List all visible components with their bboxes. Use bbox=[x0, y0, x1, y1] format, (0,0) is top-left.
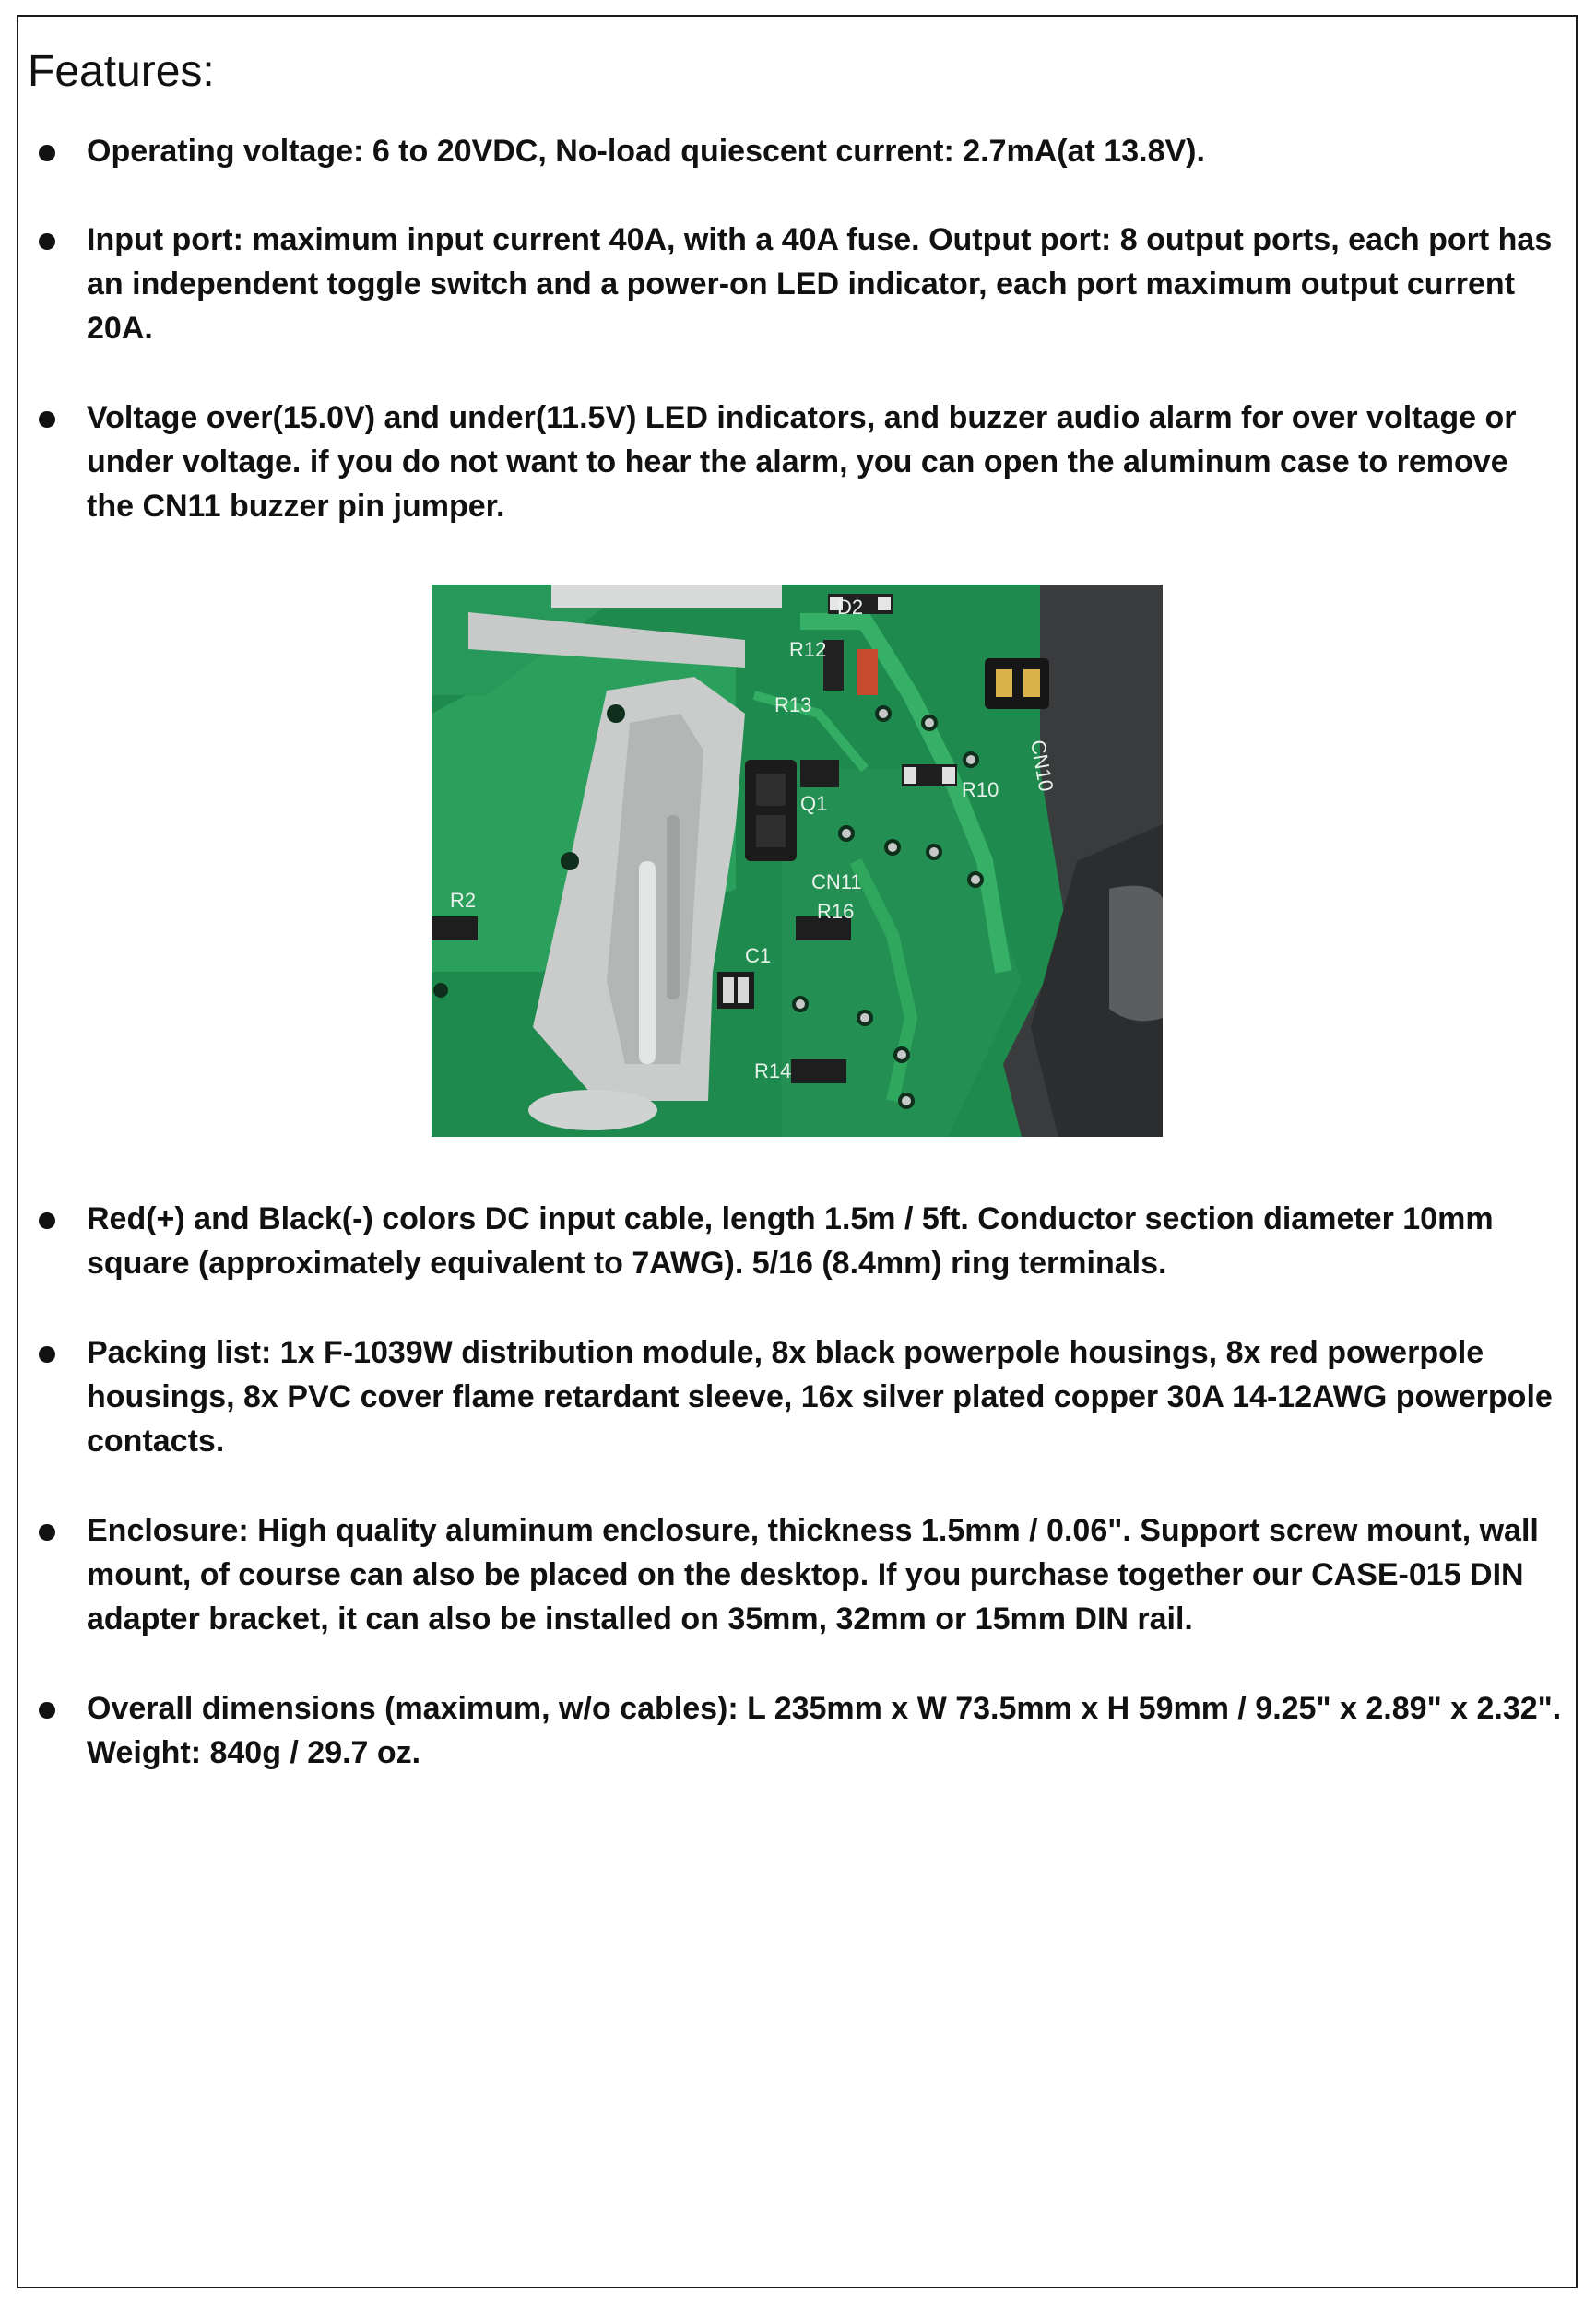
pcb-label-r12: R12 bbox=[789, 638, 827, 661]
bullet-icon bbox=[39, 145, 55, 161]
list-item bbox=[0, 129, 1596, 173]
pcb-label-r14: R14 bbox=[754, 1059, 792, 1082]
list-item bbox=[0, 396, 1596, 528]
feature-dimensions: Overall dimensions (maximum, w/o cables): L 235mm x W 73.5mm x H 59mm / 9.25" x 2.89" x 2.32". Weight: 840g / 29.7 oz. bbox=[87, 1691, 1562, 1770]
pcb-label-c1: C1 bbox=[745, 944, 772, 967]
features-list-bottom bbox=[0, 1197, 1596, 1820]
pcb-label-cn10: CN10 bbox=[1026, 738, 1058, 794]
bullet-icon bbox=[39, 1346, 55, 1363]
pcb-photo bbox=[432, 585, 1163, 1137]
feature-enclosure: Enclosure: High quality aluminum enclosure, thickness 1.5mm / 0.06". Support screw mount, wall mount, of course can also be placed on the desktop. If you purchase together our CASE-015 DIN adapter bracket, it can also be installed on 35mm, 32mm or 15mm DIN rail. bbox=[87, 1513, 1539, 1637]
bullet-icon bbox=[39, 233, 55, 250]
list-item bbox=[0, 1508, 1596, 1641]
pcb-label-cn11: CN11 bbox=[811, 870, 862, 893]
feature-input-cable: Red(+) and Black(-) colors DC input cable, length 1.5m / 5ft. Conductor section diameter 10mm square (approximately equivalent to 7AWG). 5/16 (8.4mm) ring terminals. bbox=[87, 1201, 1494, 1281]
bullet-icon bbox=[39, 411, 55, 428]
list-item bbox=[0, 1197, 1596, 1285]
pcb-label-r2: R2 bbox=[450, 889, 477, 912]
pcb-label-r13: R13 bbox=[774, 693, 812, 716]
list-item bbox=[0, 1330, 1596, 1463]
feature-input-output-ports: Input port: maximum input current 40A, with a 40A fuse. Output port: 8 output ports, each port has an independent toggle switch and a power-on LED indicator, each port maximum output current 20A. bbox=[87, 222, 1553, 346]
feature-packing-list: Packing list: 1x F-1039W distribution module, 8x black powerpole housings, 8x red powerpole housings, 8x PVC cover flame retardant sleeve, 16x silver plated copper 30A 14-12AWG powerpole contacts. bbox=[87, 1335, 1553, 1459]
list-item bbox=[0, 218, 1596, 350]
features-list-top bbox=[0, 129, 1596, 528]
pcb-label-d2: D2 bbox=[837, 596, 864, 619]
features-heading: Features: bbox=[28, 47, 215, 96]
feature-operating-voltage: Operating voltage: 6 to 20VDC, No-load quiescent current: 2.7mA(at 13.8V). bbox=[87, 134, 1205, 169]
bullet-icon bbox=[39, 1702, 55, 1719]
bullet-icon bbox=[39, 1524, 55, 1541]
pcb-label-r10: R10 bbox=[962, 778, 999, 801]
list-item bbox=[0, 1686, 1596, 1775]
feature-voltage-alarm: Voltage over(15.0V) and under(11.5V) LED indicators, and buzzer audio alarm for over voltage or under voltage. if you do not want to hear the alarm, you can open the aluminum case to remove the CN11 buzzer pin jumper. bbox=[87, 400, 1517, 524]
pcb-label-q1: Q1 bbox=[800, 792, 828, 815]
pcb-label-r16: R16 bbox=[817, 900, 855, 923]
bullet-icon bbox=[39, 1212, 55, 1229]
